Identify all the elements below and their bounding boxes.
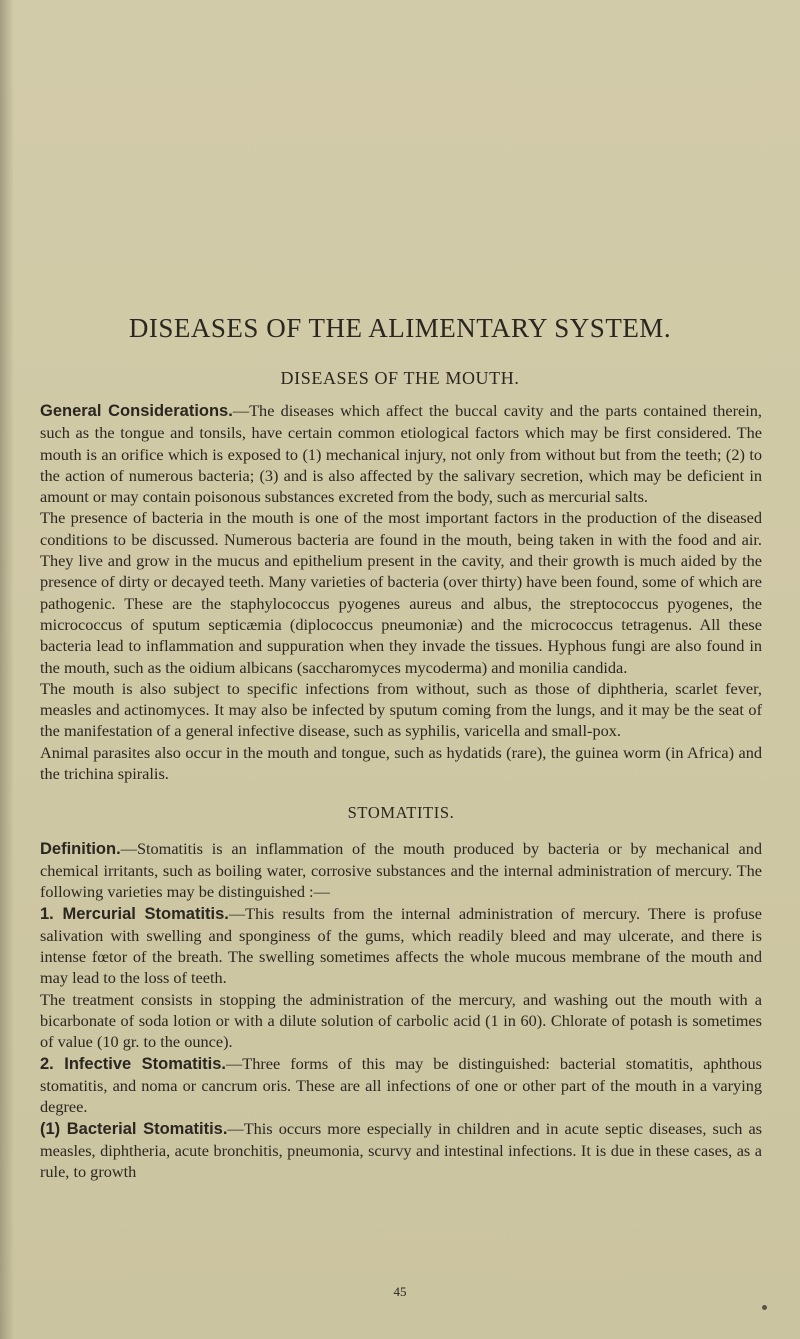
mercurial-stomatitis-text: —This results from the internal administration of mercury. There is profuse salivation with swelling and sponginess of the gums, which readily bleed and may ulcerate, and there is intense fœtor of the breath. The swelling sometimes affects the whole mucous membrane of the mouth and may lead to the loss of teeth.	[40, 903, 762, 988]
general-considerations-heading: General Considerations.	[40, 402, 233, 420]
body-text	[40, 400, 762, 1182]
bacterial-stomatitis-heading: (1) Bacterial Stomatitis.	[40, 1119, 228, 1138]
page-number: 45	[393, 1284, 407, 1299]
bacterial-stomatitis-text: —This occurs more especially in children and in acute septic diseases, such as measles, diphtheria, acute bronchitis, pneumonia, scurvy and intestinal infections. It is due in these cases, as a rule, to growth	[40, 1118, 763, 1182]
mercurial-stomatitis-paragraph	[40, 903, 762, 989]
definition-text: —Stomatitis is an inflammation of the mouth produced by bacteria or by mechanical and chemical irritants, such as boiling water, corrosive substances and the internal administration of mercury. The following varieties may be distinguished :—	[40, 838, 762, 902]
definition-heading: Definition.	[40, 839, 121, 858]
bacteria-paragraph: The presence of bacteria in the mouth is one of the most important factors in the production of the diseased conditions to be discussed. Numerous bacteria are found in the mouth, being taken in with the food and air. They live and grow in the mucus and epithelium present in the cavity, and their growth is much aided by the presence of dirty or decayed teeth. Many varieties of bacteria (over thirty) have been found, some of which are pathogenic. These are the staphylococcus pyogenes aureus and albus, the streptococcus pyogenes, the micrococcus of sputum septicæmia (diplococcus pneumoniæ) and the micrococcus tetragenus. All these bacteria lead to inflammation and suppuration when they invade the tissues. Hyphous fungi are also found in the mouth, such as the oidium albicans (saccharomyces mycoderma) and monilia candida.	[40, 508, 762, 677]
infective-stomatitis-text: —Three forms of this may be distinguished: bacterial stomatitis, aphthous stomatitis, and noma or cancrum oris. These are all infections of one or other part of the mouth in a varying degree.	[40, 1053, 763, 1117]
bacterial-stomatitis-paragraph	[40, 1118, 762, 1183]
specific-infections-paragraph: The mouth is also subject to specific infections from without, such as those of diphtheria, scarlet fever, measles and actinomyces. It may also be infected by sputum coming from the lungs, and it may be the seat of the manifestation of a general infective disease, such as syphilis, varicella and small-pox.	[40, 678, 762, 741]
animal-parasites-paragraph: Animal parasites also occur in the mouth and tongue, such as hydatids (rare), the guinea worm (in Africa) and the trichina spiralis.	[40, 742, 762, 784]
page-edge-shadow	[0, 0, 14, 1339]
general-considerations-paragraph	[40, 400, 762, 507]
general-considerations-text: —The diseases which affect the buccal cavity and the parts contained therein, such as the tongue and tonsils, have certain common etiological factors which may be first considered. The mouth is an orifice which is exposed to (1) mechanical injury, not only from without but from the teeth; (2) to the action of numerous bacteria; (3) and is also affected by the salivary secretion, which may be deficient in amount or may contain poisonous substances excreted from the body, such as mercurial salts.	[40, 401, 762, 507]
mercurial-stomatitis-heading: 1. Mercurial Stomatitis.	[40, 904, 229, 923]
definition-paragraph	[40, 838, 762, 903]
infective-stomatitis-heading: 2. Infective Stomatitis.	[40, 1054, 227, 1073]
section-title: DISEASES OF THE MOUTH.	[280, 368, 520, 388]
chapter-title: DISEASES OF THE ALIMENTARY SYSTEM.	[128, 313, 672, 343]
treatment-paragraph: The treatment consists in stopping the administration of the mercury, and washing out the mouth with a bicarbonate of soda lotion or with a dilute solution of carbolic acid (1 in 60). Chlorate of potash is sometimes of value (10 gr. to the ounce).	[40, 989, 762, 1052]
stomatitis-heading: STOMATITIS.	[347, 803, 455, 823]
infective-stomatitis-paragraph	[40, 1053, 762, 1118]
page-speck	[762, 1305, 767, 1310]
